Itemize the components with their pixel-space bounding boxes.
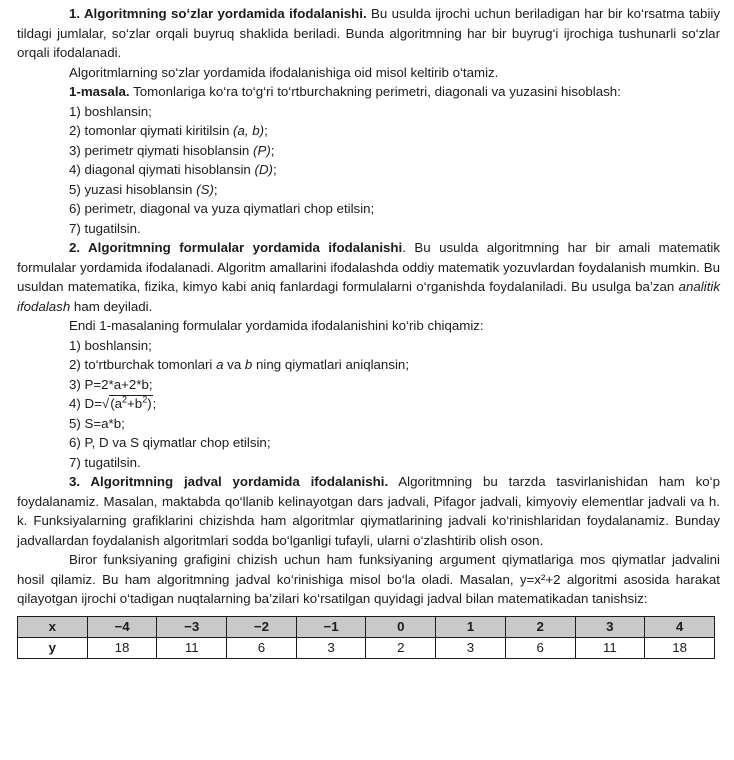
formula-step-1: 1) boshlansin;: [69, 337, 152, 353]
table-cell: 4: [645, 616, 715, 637]
section-1-paragraph: [17, 4, 720, 63]
table-cell: 11: [157, 637, 227, 658]
table-cell: 3: [296, 637, 366, 658]
table-header-x: x: [18, 616, 88, 637]
table-cell: −2: [227, 616, 297, 637]
section-3-paragraph: 3. Algoritmning jadval yordamida ifodalanishi. Algoritmning bu tarzda tasvirlanishidan ham ko‘p foydalanamiz. Masalan, maktabda qo‘llanib kelinayotgan dars jadvali, Pifagor jadvali, kimyoviy elementlar jadvali va h. k. Funksiyalarning grafiklarini chizishda ham algoritmlar qiymatlarining jadvali ko‘rinishlaridan foydalanamiz. Bunday jadvallardan foydalanish algoritmlari sodda bo‘lganligi tufayli, ularni o‘zlashtirib olish oson.: [17, 474, 720, 548]
word-step-6: 6) perimetr, diagonal va yuza qiymatlari chop etilsin;: [69, 201, 375, 216]
table-cell: 2: [366, 637, 436, 658]
table-cell: 6: [227, 637, 297, 658]
word-algorithm-steps: [17, 102, 720, 239]
word-step-2: 2) tomonlar qiymati kiritilsin (a, b);: [69, 123, 268, 138]
formula-step-3: 3) P=2*a+2*b;: [69, 376, 153, 392]
section-1-intro: Algoritmlarning so‘zlar yordamida ifodalanishiga oid misol keltirib o‘tamiz.: [69, 64, 499, 80]
problem-1-text: Tomonlariga ko‘ra to‘g‘ri to‘rtburchakning perimetri, diagonali va yuzasini hisoblash:: [129, 84, 621, 99]
section-1-heading: 1. Algoritmning so‘zlar yordamida ifodalanishi.: [69, 6, 367, 21]
table-row-x: [18, 616, 715, 637]
table-row-y: [18, 637, 715, 658]
table-cell: 3: [436, 637, 506, 658]
table-cell: −4: [87, 616, 157, 637]
table-cell: 3: [575, 616, 645, 637]
table-cell: 18: [87, 637, 157, 658]
word-step-4: 4) diagonal qiymati hisoblansin (D);: [69, 162, 277, 177]
problem-1-label: 1-masala.: [69, 84, 130, 99]
section-2-heading: 2. Algoritmning formulalar yordamida ifodalanishi: [69, 240, 403, 255]
section-2-intro: Endi 1-masalaning formulalar yordamida ifodalanishini ko‘rib chiqamiz:: [69, 318, 484, 333]
word-step-5: 5) yuzasi hisoblansin (S);: [69, 181, 218, 197]
formula-step-2: 2) to‘rtburchak tomonlari a va b ning qiymatlari aniqlansin;: [69, 357, 410, 372]
section-2-paragraph: 2. Algoritmning formulalar yordamida ifodalanishi. Bu usulda algoritmning har bir amali matematik formulalar yordamida ifodalanadi. Algoritm amallarini ifodalashda oddiy matematik yozuvlardan foydalanish mumkin. Bu usuldan matematika, fizika, kimyo kabi aniq fanlardagi formulalarni o‘rganishda foydalaniladi. Bu usulga ba’zan analitik ifodalash ham deyiladi.: [17, 240, 720, 314]
table-cell: 11: [575, 637, 645, 658]
section-3-paragraph-2: Biror funksiyaning grafigini chizish uchun ham funksiyaning argument qiymatlariga mos qiymatlar jadvalini hosil qilamiz. Bu ham algoritmning jadval ko‘rinishiga misol bo‘la oladi. Masalan, y=x²+2 algoritmi asosida harakat qilayotgan ijrochi o‘tadigan nuqtalarning ba’zilari ko‘rsatilgan quyidagi jadval bilan matematikadan tanishsiz:: [17, 552, 720, 606]
table-cell: 0: [366, 616, 436, 637]
formula-step-5: 5) S=a*b;: [69, 415, 125, 431]
function-values-table: [17, 616, 715, 659]
formula-step-6: 6) P, D va S qiymatlar chop etilsin;: [69, 435, 271, 450]
table-cell: 1: [436, 616, 506, 637]
table-cell: 2: [505, 616, 575, 637]
section-1-text: Bu usulda ijrochi uchun beriladigan har bir ko‘rsatma tabiiy tildagi jumlalar, so‘zlar orqali buyruq shaklida beriladi. Bunda algoritmning har bir buyrug‘i ijrochiga tushunarli so‘zlar orqali ifodalanadi.: [17, 6, 720, 60]
problem-1-paragraph: [17, 82, 720, 102]
table-cell: 18: [645, 637, 715, 658]
formula-step-7: 7) tugatilsin.: [69, 454, 141, 470]
formula-algorithm-steps: [17, 336, 720, 473]
word-step-3: 3) perimetr qiymati hisoblansin (P);: [69, 142, 275, 158]
word-step-7: 7) tugatilsin.: [69, 220, 141, 236]
table-cell: 6: [505, 637, 575, 658]
table-header-y: y: [18, 637, 88, 658]
table-cell: −3: [157, 616, 227, 637]
word-step-1: 1) boshlansin;: [69, 103, 152, 119]
square-root-radicand: $(a^2+b^2)$: [110, 394, 152, 411]
analytic-term: analitik ifodalash: [17, 279, 720, 314]
section-3-heading: 3. Algoritmning jadval yordamida ifodalanishi.: [69, 474, 389, 489]
table-cell: −1: [296, 616, 366, 637]
formula-step-4: 4) $D=√(a^2+b^2)$;: [69, 394, 157, 411]
